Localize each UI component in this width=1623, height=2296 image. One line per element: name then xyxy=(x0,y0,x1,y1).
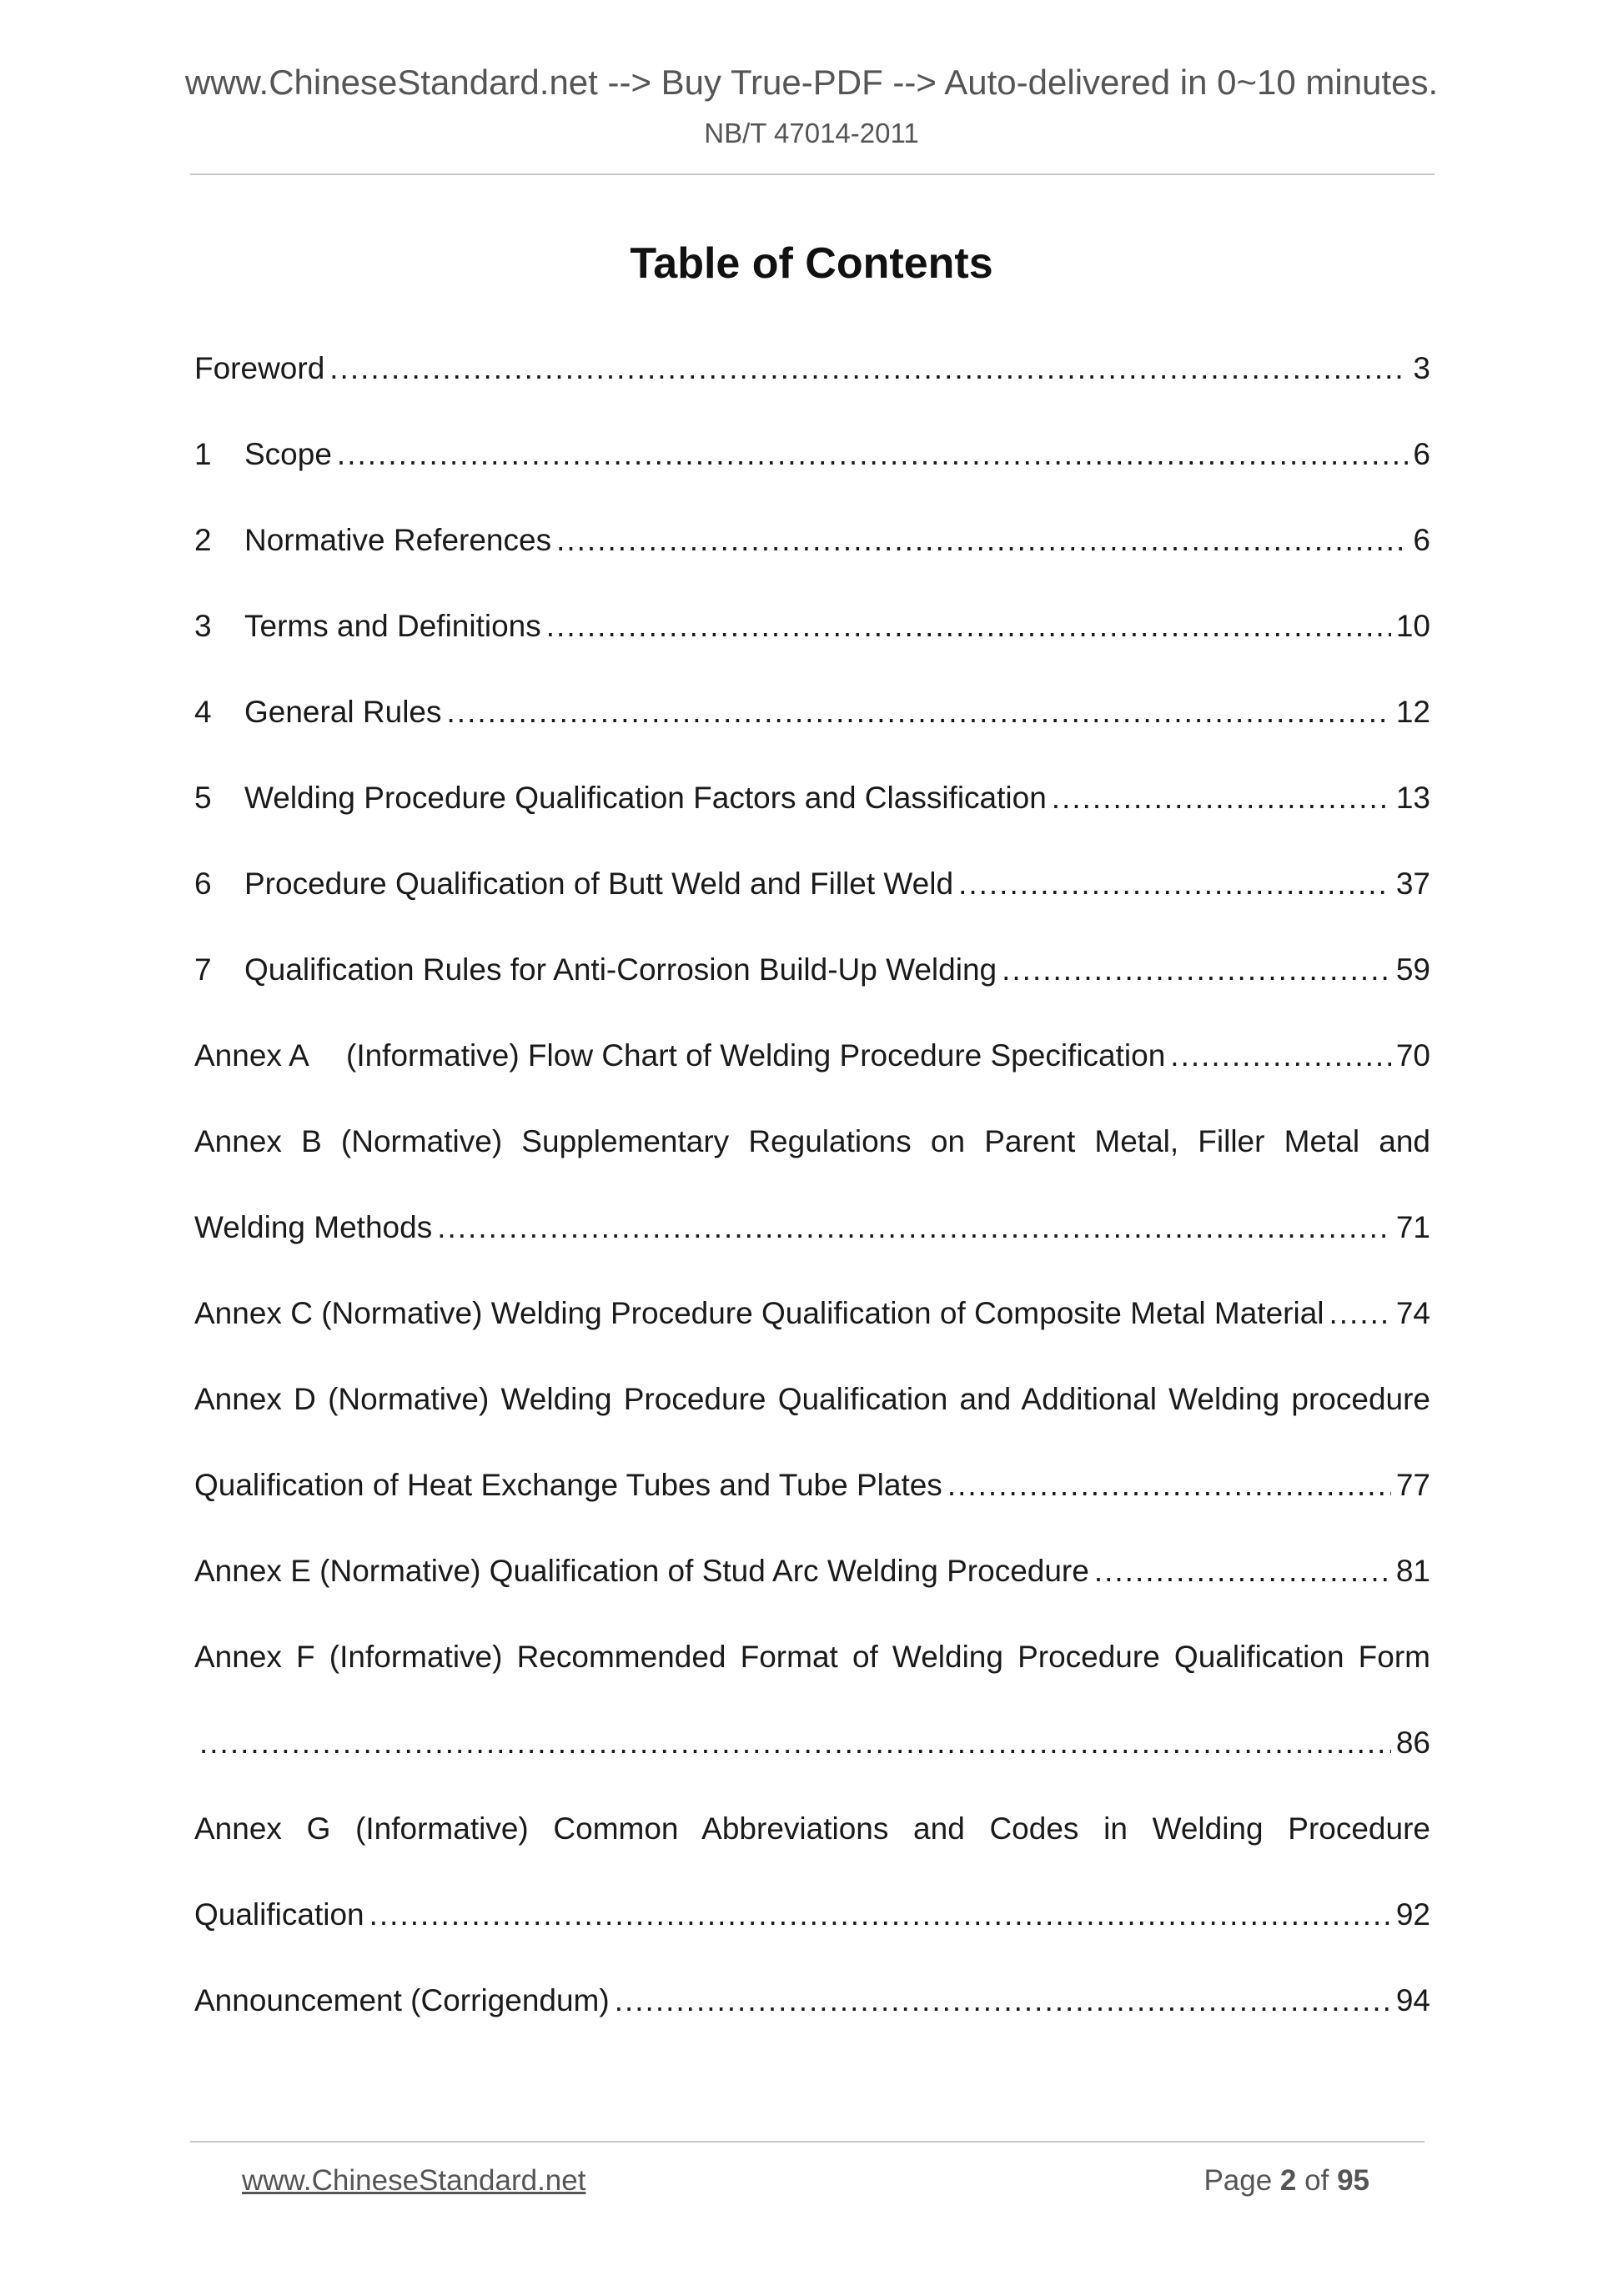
toc-entry-annex-c[interactable] xyxy=(194,1270,1430,1356)
toc-entry-label: Annex E (Normative) Qualification of Stud Arc Welding Procedure xyxy=(194,1554,1089,1588)
toc-entry-page: 92 xyxy=(1395,1897,1430,1932)
leader-dots xyxy=(437,1212,1391,1243)
toc-entry-page: 12 xyxy=(1395,695,1430,729)
toc-entry-annex-b-line2[interactable] xyxy=(194,1184,1430,1270)
toc-entry-butt-fillet-weld[interactable] xyxy=(194,841,1430,927)
toc-entry-label: Annex G (Informative) Common Abbreviations and Codes in Welding Procedure xyxy=(194,1811,1430,1846)
toc-entry-label: Procedure Qualification of Butt Weld and Fillet Weld xyxy=(244,867,954,901)
toc-entry-number: 3 xyxy=(194,609,212,643)
toc-entry-annex-g-line2[interactable] xyxy=(194,1871,1430,1957)
toc-entry-page: 94 xyxy=(1395,1983,1430,2017)
page-current: 2 xyxy=(1279,2164,1297,2197)
toc-entry-number: 6 xyxy=(194,867,212,901)
leader-dots xyxy=(447,696,1391,727)
toc-entry-page: 70 xyxy=(1395,1038,1430,1073)
standard-number: NB/T 47014-2011 xyxy=(704,118,919,148)
toc-entry-label: Announcement (Corrigendum) xyxy=(194,1983,610,2017)
toc-entry-page: 6 xyxy=(1413,523,1430,557)
toc-entry-page: 77 xyxy=(1395,1468,1430,1502)
header-banner: www.ChineseStandard.net --> Buy True-PDF --> Auto-delivered in 0~10 minutes. xyxy=(184,63,1439,102)
toc-entry-annex-d-line2[interactable] xyxy=(194,1442,1430,1528)
leader-dots xyxy=(1002,954,1391,985)
toc-entry-page: 81 xyxy=(1395,1554,1430,1588)
footer-website-link[interactable]: www.ChineseStandard.net xyxy=(242,2164,586,2197)
toc-entry-foreword[interactable] xyxy=(194,325,1430,411)
toc-entry-label: Qualification xyxy=(194,1897,364,1932)
toc-entry-label: Qualification Rules for Anti-Corrosion Build-Up Welding xyxy=(244,952,997,987)
toc-entry-qualification-factors[interactable] xyxy=(194,755,1430,841)
toc-entry-label: Normative References xyxy=(244,523,552,557)
toc-entry-number: 1 xyxy=(194,437,212,471)
page-prefix: Page xyxy=(1203,2164,1273,2197)
toc-entry-label: General Rules xyxy=(244,695,442,729)
toc-entry-label: (Informative) Flow Chart of Welding Procedure Specification xyxy=(346,1038,1166,1073)
toc-entry-page: 6 xyxy=(1413,437,1430,471)
toc-entry-general-rules[interactable] xyxy=(194,669,1430,755)
toc-entry-page: 37 xyxy=(1395,867,1430,901)
toc-entry-page: 3 xyxy=(1413,351,1430,385)
toc-entry-page: 86 xyxy=(1395,1726,1430,1760)
footer-page-indicator xyxy=(1203,2166,1369,2195)
toc-entry-label: Foreword xyxy=(194,351,325,385)
leader-dots xyxy=(947,1470,1391,1500)
toc-entry-annex-g-line1[interactable] xyxy=(194,1786,1430,1871)
toc-entry-page: 74 xyxy=(1395,1296,1430,1330)
leader-dots xyxy=(329,353,1408,384)
leader-dots xyxy=(1329,1298,1391,1329)
toc-entry-terms-definitions[interactable] xyxy=(194,583,1430,669)
toc-entry-normative-references[interactable] xyxy=(194,497,1430,583)
table-of-contents xyxy=(194,325,1430,2043)
toc-entry-label: Qualification of Heat Exchange Tubes and Tube Plates xyxy=(194,1468,942,1502)
toc-entry-scope[interactable] xyxy=(194,411,1430,497)
page-total: 95 xyxy=(1337,2164,1369,2197)
toc-entry-annex-b-line1[interactable] xyxy=(194,1098,1430,1184)
leader-dots xyxy=(1094,1555,1391,1586)
leader-dots xyxy=(556,525,1408,555)
toc-entry-label: Scope xyxy=(244,437,332,471)
toc-entry-label: Annex D (Normative) Welding Procedure Qualification and Additional Welding procedure xyxy=(194,1382,1430,1416)
leader-dots xyxy=(1052,782,1391,813)
toc-entry-number: 2 xyxy=(194,523,212,557)
toc-entry-label: Annex F (Informative) Recommended Format of Welding Procedure Qualification Form xyxy=(194,1640,1430,1674)
leader-dots xyxy=(546,610,1391,641)
toc-entry-annex-id: Annex A xyxy=(194,1038,309,1073)
page-title: Table of Contents xyxy=(630,239,993,288)
toc-entry-label: Annex C (Normative) Welding Procedure Qualification of Composite Metal Material xyxy=(194,1296,1324,1330)
toc-entry-page: 13 xyxy=(1395,781,1430,815)
toc-entry-annex-f-line2[interactable] xyxy=(194,1700,1430,1786)
leader-dots xyxy=(369,1899,1391,1930)
toc-entry-label: Annex B (Normative) Supplementary Regulations on Parent Metal, Filler Metal and xyxy=(194,1124,1430,1158)
toc-entry-page: 59 xyxy=(1395,952,1430,987)
toc-entry-page: 71 xyxy=(1395,1210,1430,1244)
toc-entry-annex-e[interactable] xyxy=(194,1528,1430,1614)
toc-entry-page: 10 xyxy=(1395,609,1430,643)
leader-dots xyxy=(337,439,1409,470)
toc-entry-annex-d-line1[interactable] xyxy=(194,1356,1430,1442)
toc-entry-label: Welding Methods xyxy=(194,1210,433,1244)
page-of: of xyxy=(1304,2164,1329,2197)
toc-entry-annex-f-line1[interactable] xyxy=(194,1614,1430,1700)
toc-entry-label: Welding Procedure Qualification Factors and Classification xyxy=(244,781,1047,815)
toc-entry-number: 4 xyxy=(194,695,212,729)
header-divider xyxy=(190,173,1435,175)
toc-entry-number: 5 xyxy=(194,781,212,815)
toc-entry-number: 7 xyxy=(194,952,212,987)
leader-dots xyxy=(199,1727,1391,1758)
toc-entry-announcement[interactable] xyxy=(194,1957,1430,2043)
leader-dots xyxy=(615,1985,1391,2016)
leader-dots xyxy=(958,868,1391,899)
toc-entry-label: Terms and Definitions xyxy=(244,609,541,643)
toc-entry-anti-corrosion[interactable] xyxy=(194,927,1430,1012)
toc-entry-annex-a[interactable] xyxy=(194,1012,1430,1098)
leader-dots xyxy=(1170,1040,1391,1071)
footer-divider xyxy=(190,2141,1425,2143)
